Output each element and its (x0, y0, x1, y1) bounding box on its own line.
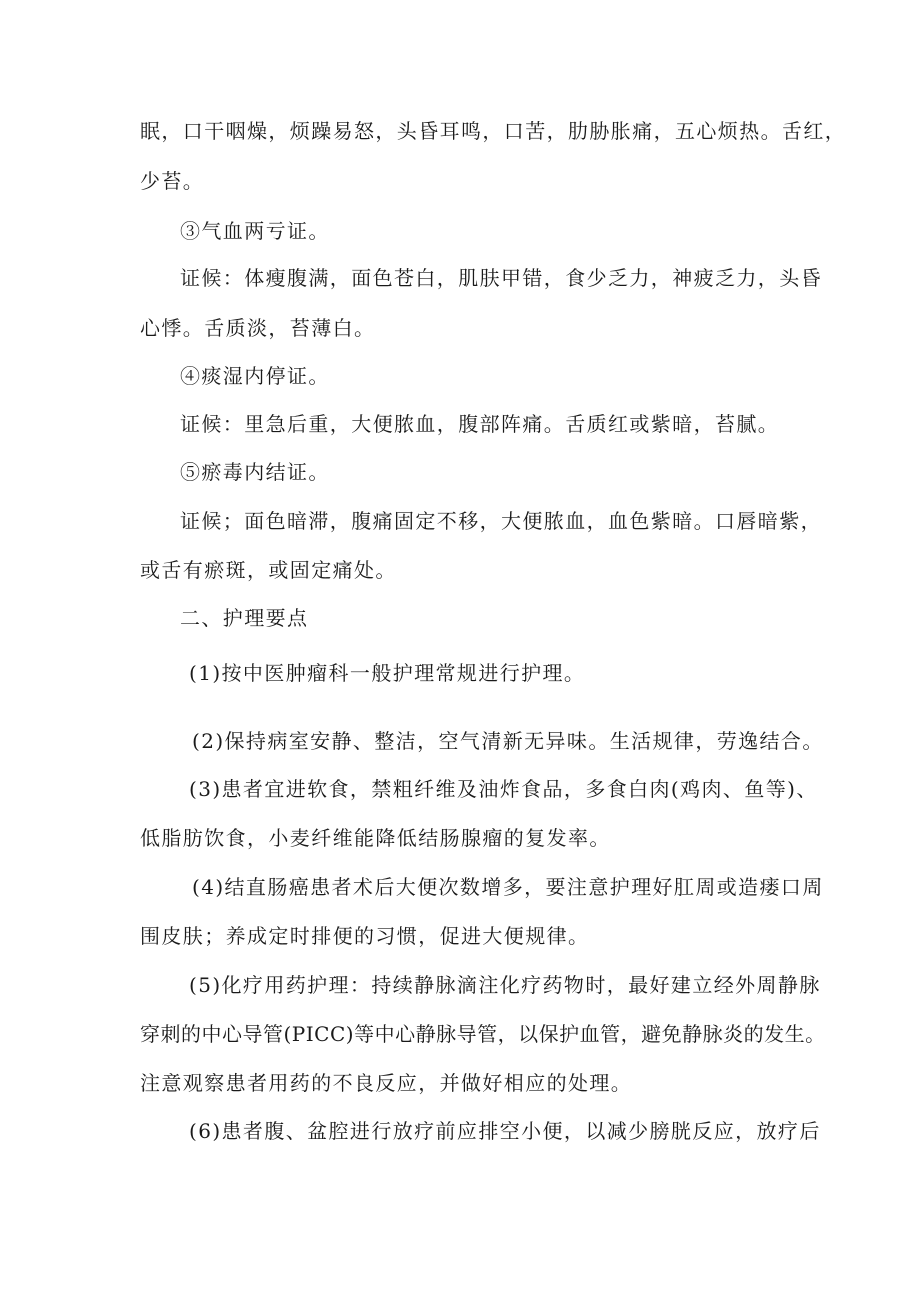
text-line: 心悸。舌质淡，苔薄白。 (140, 316, 376, 340)
text-line: (1)按中医肿瘤科一般护理常规进行护理。 (189, 661, 586, 685)
text-line: (6)患者腹、盆腔进行放疗前应排空小便，以减少膀胱反应，放疗后 (189, 1119, 821, 1143)
text-line: 低脂肪饮食，小麦纤维能降低结肠腺瘤的复发率。 (140, 826, 611, 850)
text-line: 证候；面色暗滞，腹痛固定不移，大便脓血，血色紫暗。口唇暗紫， (180, 509, 822, 533)
text-line: 证候：体瘦腹满，面色苍白，肌肤甲错，食少乏力，神疲乏力，头昏 (180, 266, 822, 290)
text-line: 或舌有瘀斑，或固定痛处。 (140, 558, 397, 582)
text-line: (4)结直肠癌患者术后大便次数增多，要注意护理好肛周或造瘘口周 (192, 875, 824, 899)
text-line: 围皮肤；养成定时排便的习惯，促进大便规律。 (140, 924, 590, 948)
text-line: 少苔。 (140, 169, 205, 193)
section-heading: ⑤瘀毒内结证。 (180, 460, 330, 484)
text-line: 注意观察患者用药的不良反应，并做好相应的处理。 (140, 1071, 633, 1095)
text-line: (5)化疗用药护理：持续静脉滴注化疗药物时，最好建立经外周静脉 (189, 973, 821, 997)
text-line: 证候：里急后重，大便脓血，腹部阵痛。舌质红或紫暗，苔腻。 (180, 412, 780, 436)
section-heading: 二、护理要点 (180, 606, 309, 630)
text-line: (3)患者宜进软食，禁粗纤维及油炸食品，多食白肉(鸡肉、鱼等)、 (189, 777, 818, 801)
section-heading: ③气血两亏证。 (180, 219, 330, 243)
text-line: 穿刺的中心导管(PICC)等中心静脉导管，以保护血管，避免静脉炎的发生。 (140, 1022, 826, 1046)
section-heading: ④痰湿内停证。 (180, 364, 330, 388)
text-line: (2)保持病室安静、整洁，空气清新无异味。生活规律，劳逸结合。 (192, 729, 824, 753)
text-line: 眠，口干咽燥，烦躁易怒，头昏耳鸣，口苦，肋胁胀痛，五心烦热。舌红， (140, 119, 847, 143)
